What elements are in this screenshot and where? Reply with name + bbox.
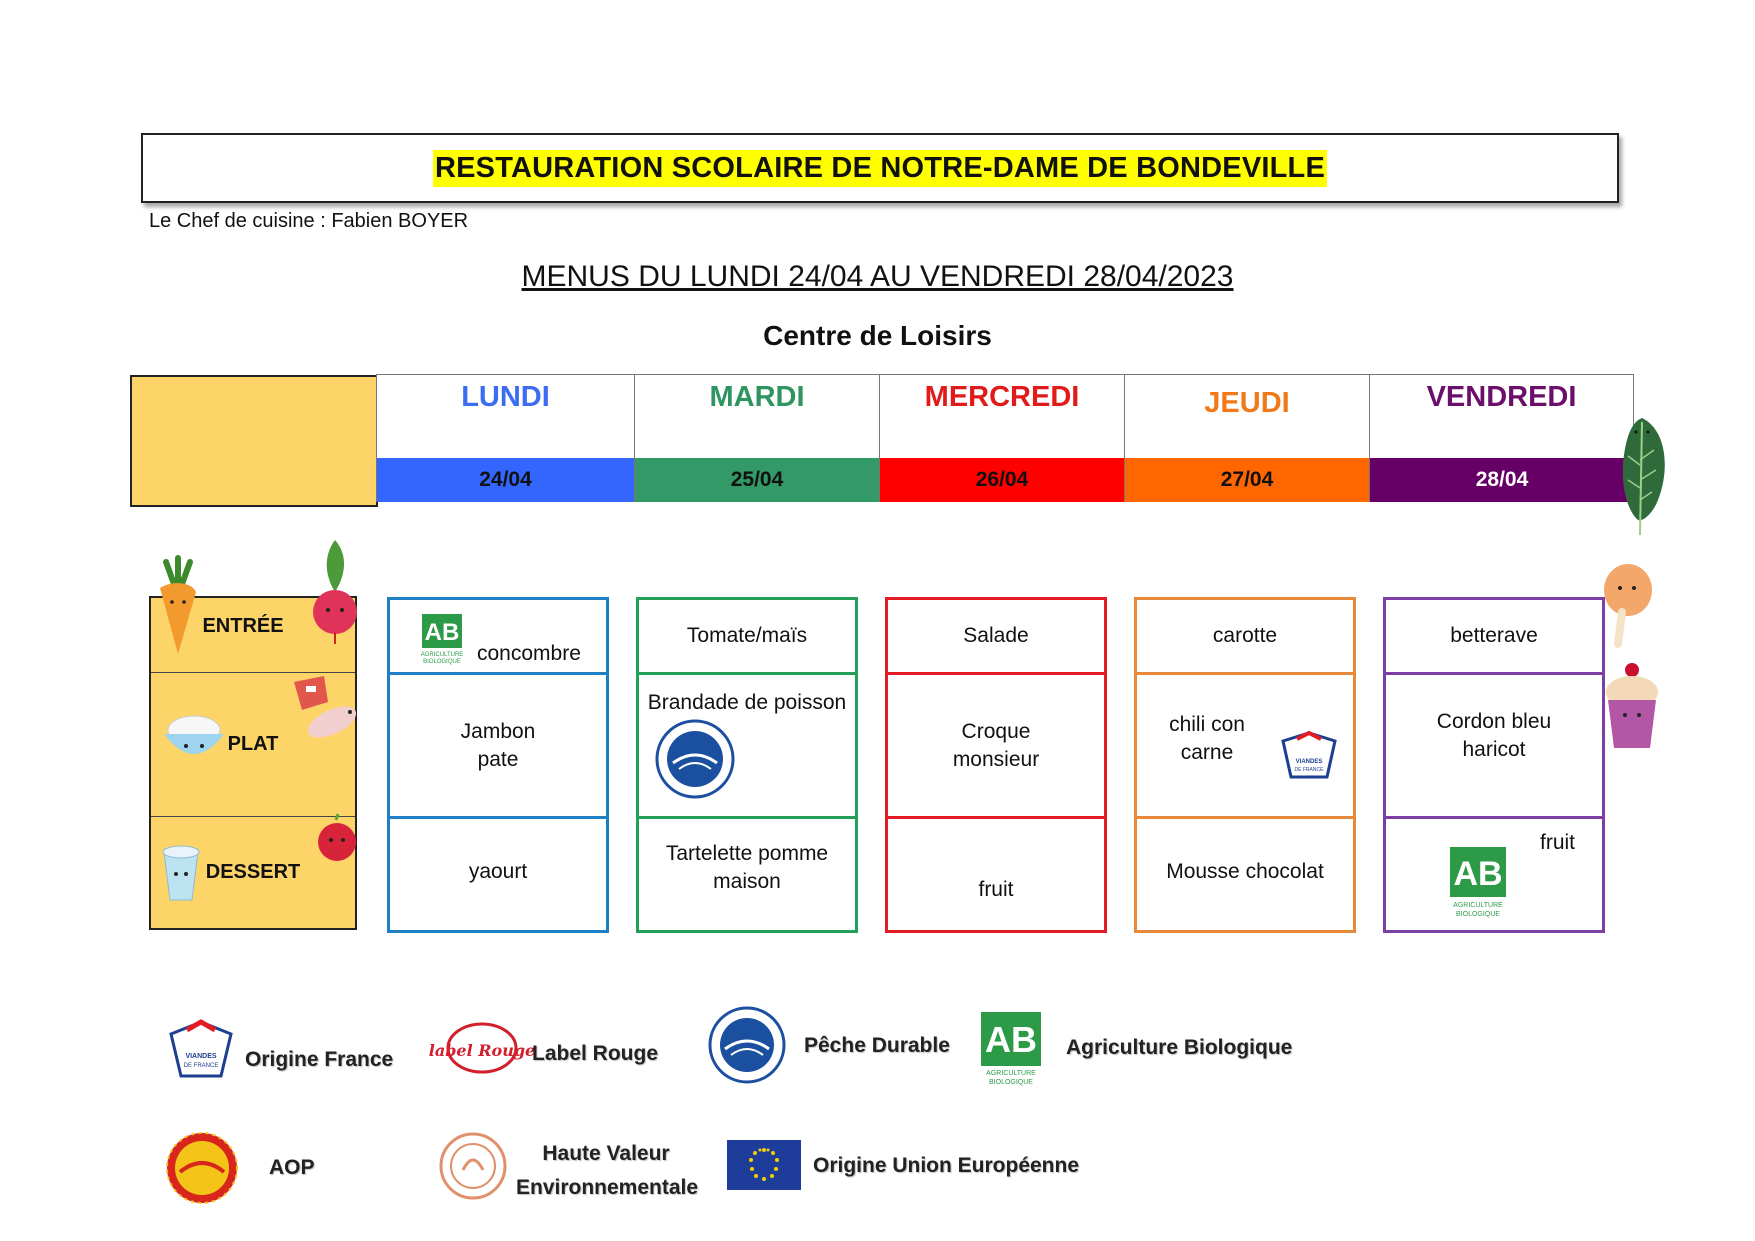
mercredi-entree	[888, 600, 1104, 675]
lundi-plat	[390, 675, 606, 819]
viandes-de-france-legend-icon	[165, 1018, 237, 1082]
eu-flag-icon	[727, 1140, 801, 1190]
jeudi-plat	[1137, 675, 1353, 819]
peche-durable-legend-icon	[707, 1005, 787, 1085]
de-france-logo-text: DE FRANCE	[1294, 767, 1324, 773]
radish-icon	[305, 536, 365, 646]
vendredi-dessert	[1386, 819, 1602, 930]
label-rouge-logo-text: label Rouge	[428, 1041, 536, 1060]
yogurt-icon	[158, 838, 204, 904]
mardi-plat-text: Brandade de poisson	[647, 691, 847, 714]
lundi-dessert-text: yaourt	[468, 859, 528, 883]
page-title: RESTAURATION SCOLAIRE DE NOTRE-DAME DE BONDEVILLE	[433, 150, 1327, 187]
date-jeudi: 27/04	[1124, 458, 1369, 502]
jeudi-dessert-text: Mousse chocolat	[1166, 859, 1324, 883]
carrot-icon	[152, 552, 202, 657]
ab-legend-icon	[978, 1010, 1044, 1088]
date-mercredi: 26/04	[879, 458, 1124, 502]
ab-logo-sub1: AGRICULTURE	[1453, 902, 1503, 909]
viandes-de-france-logo-icon	[1277, 729, 1341, 783]
hve-icon	[437, 1130, 509, 1202]
subtitle: Centre de Loisirs	[763, 320, 992, 351]
legend-agriculture-bio: Agriculture Biologique	[1066, 1036, 1293, 1059]
day-header-mardi: MARDI	[634, 374, 879, 458]
menu-box-mardi	[636, 597, 858, 933]
day-header-vendredi: VENDREDI	[1369, 374, 1634, 458]
ab-logo-text: AB	[1453, 855, 1503, 893]
mardi-entree-text: Tomate/maïs	[686, 624, 808, 647]
mercredi-entree-text: Salade	[963, 624, 1029, 647]
legend-origine-france: Origine France	[245, 1048, 394, 1071]
ab-logo-icon	[418, 612, 474, 664]
menu-box-lundi	[387, 597, 609, 933]
legend-hve-line1: Haute Valeur	[542, 1142, 670, 1165]
mercredi-dessert	[888, 819, 1104, 930]
jeudi-dessert	[1137, 819, 1353, 930]
label-rouge-icon	[428, 1020, 536, 1076]
ab-logo-sub2: BIOLOGIQUE	[423, 659, 461, 665]
vendredi-entree-text: betterave	[1450, 624, 1538, 647]
legend-peche-durable: Pêche Durable	[804, 1034, 950, 1057]
vendredi-plat	[1386, 675, 1602, 819]
category-plat-label: PLAT	[227, 733, 279, 755]
title-box	[141, 133, 1619, 203]
mercredi-plat	[888, 675, 1104, 819]
category-dessert-label: DESSERT	[205, 861, 301, 883]
aop-icon	[164, 1130, 240, 1206]
legend-origine-ue: Origine Union Européenne	[813, 1154, 1080, 1177]
cupcake-icon	[1602, 660, 1662, 752]
day-header-jeudi: JEUDI	[1124, 374, 1369, 458]
vendredi-dessert-text: fruit	[1540, 831, 1576, 854]
meat-fish-icon	[284, 672, 364, 752]
viandes-legend-text: VIANDES	[185, 1053, 217, 1060]
date-lundi: 24/04	[376, 458, 634, 502]
category-entree-label: ENTRÉE	[202, 614, 284, 637]
day-header-lundi: LUNDI	[376, 374, 634, 458]
ab-logo-icon	[1446, 845, 1510, 921]
mardi-dessert-text: Tartelette pomme maison	[665, 841, 829, 893]
rice-bowl-icon	[160, 710, 228, 766]
mercredi-plat-text: Croque monsieur	[952, 719, 1040, 771]
jeudi-plat-text: chili con carne	[1169, 713, 1245, 764]
chicken-leg-icon	[1598, 560, 1654, 652]
mardi-entree	[639, 600, 855, 675]
ab-logo-sub2: BIOLOGIQUE	[1456, 911, 1500, 918]
mardi-dessert	[639, 819, 855, 930]
jeudi-entree-text: carotte	[1212, 624, 1278, 647]
chef-name: Le Chef de cuisine : Fabien BOYER	[149, 210, 469, 232]
legend-aop: AOP	[269, 1156, 315, 1179]
lundi-plat-text: Jambon pate	[460, 719, 536, 771]
viandes-logo-text: VIANDES	[1295, 759, 1323, 765]
ab-logo-sub1: AGRICULTURE	[420, 652, 464, 658]
de-france-legend-text: DE FRANCE	[183, 1063, 219, 1069]
ab-legend-text: AB	[985, 1019, 1037, 1060]
legend-hve-line2: Environnementale	[516, 1176, 699, 1199]
legend-label-rouge: Label Rouge	[532, 1042, 659, 1065]
menu-box-mercredi	[885, 597, 1107, 933]
ab-legend-sub2: BIOLOGIQUE	[989, 1079, 1033, 1086]
mardi-plat	[639, 675, 855, 819]
date-vendredi: 28/04	[1369, 458, 1634, 502]
menus-title: MENUS DU LUNDI 24/04 AU VENDREDI 28/04/2023	[521, 260, 1234, 293]
menu-box-vendredi	[1383, 597, 1605, 933]
peche-durable-logo-icon	[655, 719, 735, 799]
spinach-leaf-icon	[1612, 410, 1672, 540]
vendredi-plat-text: Cordon bleu haricot	[1436, 709, 1552, 761]
ab-legend-sub1: AGRICULTURE	[986, 1070, 1036, 1077]
date-mardi: 25/04	[634, 458, 879, 502]
lundi-dessert	[390, 819, 606, 930]
vendredi-entree	[1386, 600, 1602, 675]
menu-box-jeudi	[1134, 597, 1356, 933]
ab-logo-text: AB	[424, 619, 460, 646]
apple-icon	[314, 812, 360, 864]
jeudi-entree	[1137, 600, 1353, 675]
header-corner-cell	[130, 375, 378, 507]
mercredi-dessert-text: fruit	[978, 877, 1014, 901]
day-header-mercredi: MERCREDI	[879, 374, 1124, 458]
lundi-entree-text: concombre	[477, 642, 581, 665]
lundi-entree	[390, 600, 606, 675]
